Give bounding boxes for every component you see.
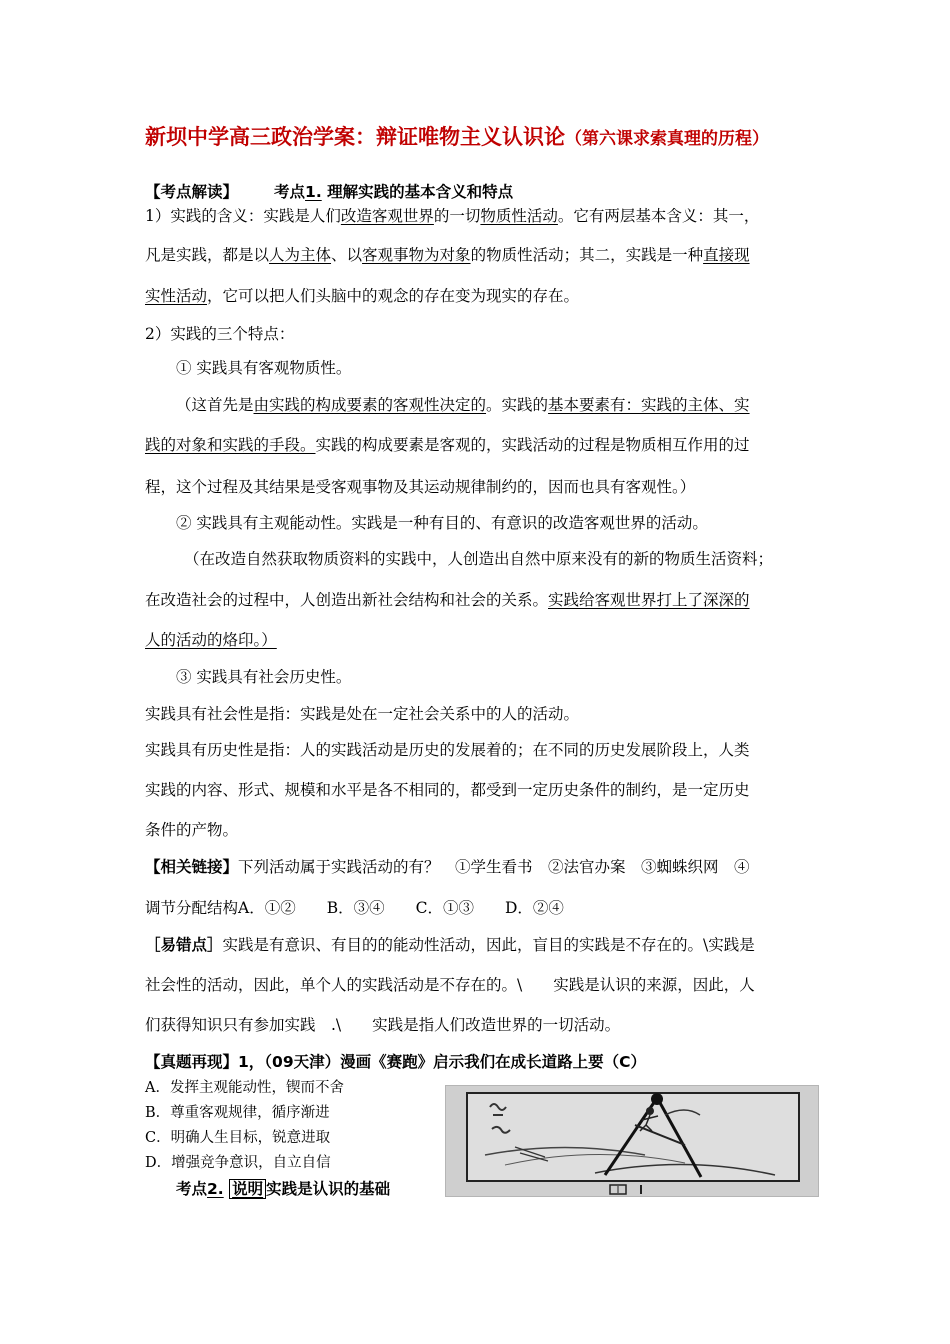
option-a: A．发挥主观能动性，锲而不舍 [145, 1080, 344, 1096]
f2note-line1: （在改造自然获取物质资料的实践中，人创造出自然中原来没有的新的物质生活资料； [184, 550, 774, 568]
exam-label: 【真题再现】 [145, 1053, 239, 1071]
f1note-line3: 程，这个过程及其结果是受客观事物及其运动规律制约的，因而也具有客观性。） [145, 478, 696, 496]
mistake-label: ［易错点］ [145, 936, 223, 954]
p2-line: 2）实践的三个特点： [145, 325, 295, 343]
boxed-word: 说明 [229, 1179, 266, 1199]
f2note-line3: 人的活动的烙印。） [145, 631, 277, 649]
mistake-line2: 社会性的活动，因此，单个人的实践活动是不存在的。\ 实践是认识的来源，因此，人 [145, 976, 755, 994]
p1-line1: 1）实践的含义：实践是人们改造客观世界的一切物质性活动。它有两层基本含义：其一， [145, 207, 760, 225]
kaodian-title: 理解实践的基本含义和特点 [327, 183, 514, 201]
cartoon-image [445, 1085, 819, 1197]
option-b: B．尊重客观规律，循序渐进 [145, 1105, 330, 1121]
feature-2: ② 实践具有主观能动性。实践是一种有目的、有意识的改造客观世界的活动。 [176, 514, 708, 532]
kaodian-prefix: 考点 [274, 183, 306, 201]
exam-question [145, 1050, 646, 1072]
f1note-line2: 践的对象和实践的手段。实践的构成要素是客观的，实践活动的过程是物质相互作用的过 [145, 436, 750, 454]
p1-line2: 凡是实践，都是以人为主体、以客观事物为对象的物质性活动；其二，实践是一种直接现 [145, 246, 750, 264]
p1-line3: 实性活动，它可以把人们头脑中的观念的存在变为现实的存在。 [145, 287, 580, 305]
social-definition: 实践具有社会性是指：实践是处在一定社会关系中的人的活动。 [145, 705, 580, 723]
section2-heading: 考点2. 说明 实践是认识的基础 [176, 1180, 391, 1198]
mistake-line1: ［易错点］实践是有意识、有目的的能动性活动，因此，盲目的实践是不存在的。\实践是 [145, 936, 755, 954]
section-label: 【考点解读】 [145, 183, 239, 201]
f2note-line2: 在改造社会的过程中，人创造出新社会结构和社会的关系。实践给客观世界打上了深深的 [145, 591, 750, 609]
history-line1: 实践具有历史性是指：人的实践活动是历史的发展着的；在不同的历史发展阶段上，人类 [145, 741, 750, 759]
section1-heading [145, 180, 513, 202]
cartoon-illustration [445, 1085, 819, 1197]
history-line2: 实践的内容、形式、规模和水平是各不相同的，都受到一定历史条件的制约，是一定历史 [145, 781, 750, 799]
title-sub: （第六课求索真理的历程） [565, 129, 769, 149]
exam-text: 1，（09天津）漫画《赛跑》启示我们在成长道路上要（C） [238, 1053, 646, 1071]
mistake-line3: 们获得知识只有参加实践 .\ 实践是指人们改造世界的一切活动。 [145, 1016, 621, 1034]
kaodian-number: 1. [305, 183, 322, 201]
history-line3: 条件的产物。 [145, 821, 239, 839]
feature-1: ① 实践具有客观物质性。 [176, 359, 352, 377]
option-d: D．增强竞争意识，自立自信 [145, 1155, 331, 1171]
page-title [145, 124, 825, 152]
related-link-line2: 调节分配结构A．①② B．③④ C．①③ D．②④ [145, 899, 564, 917]
f1note-line1: （这首先是由实践的构成要素的客观性决定的。实践的基本要素有：实践的主体、实 [176, 396, 750, 414]
related-link-line1: 【相关链接】下列活动属于实践活动的有？ ①学生看书 ②法官办案 ③蜘蛛织网 ④ [145, 858, 750, 876]
title-main: 新坝中学高三政治学案：辩证唯物主义认识论 [145, 125, 565, 149]
related-link-label: 【相关链接】 [145, 858, 239, 876]
option-c: C．明确人生目标，锐意进取 [145, 1130, 331, 1146]
feature-3: ③ 实践具有社会历史性。 [176, 668, 352, 686]
